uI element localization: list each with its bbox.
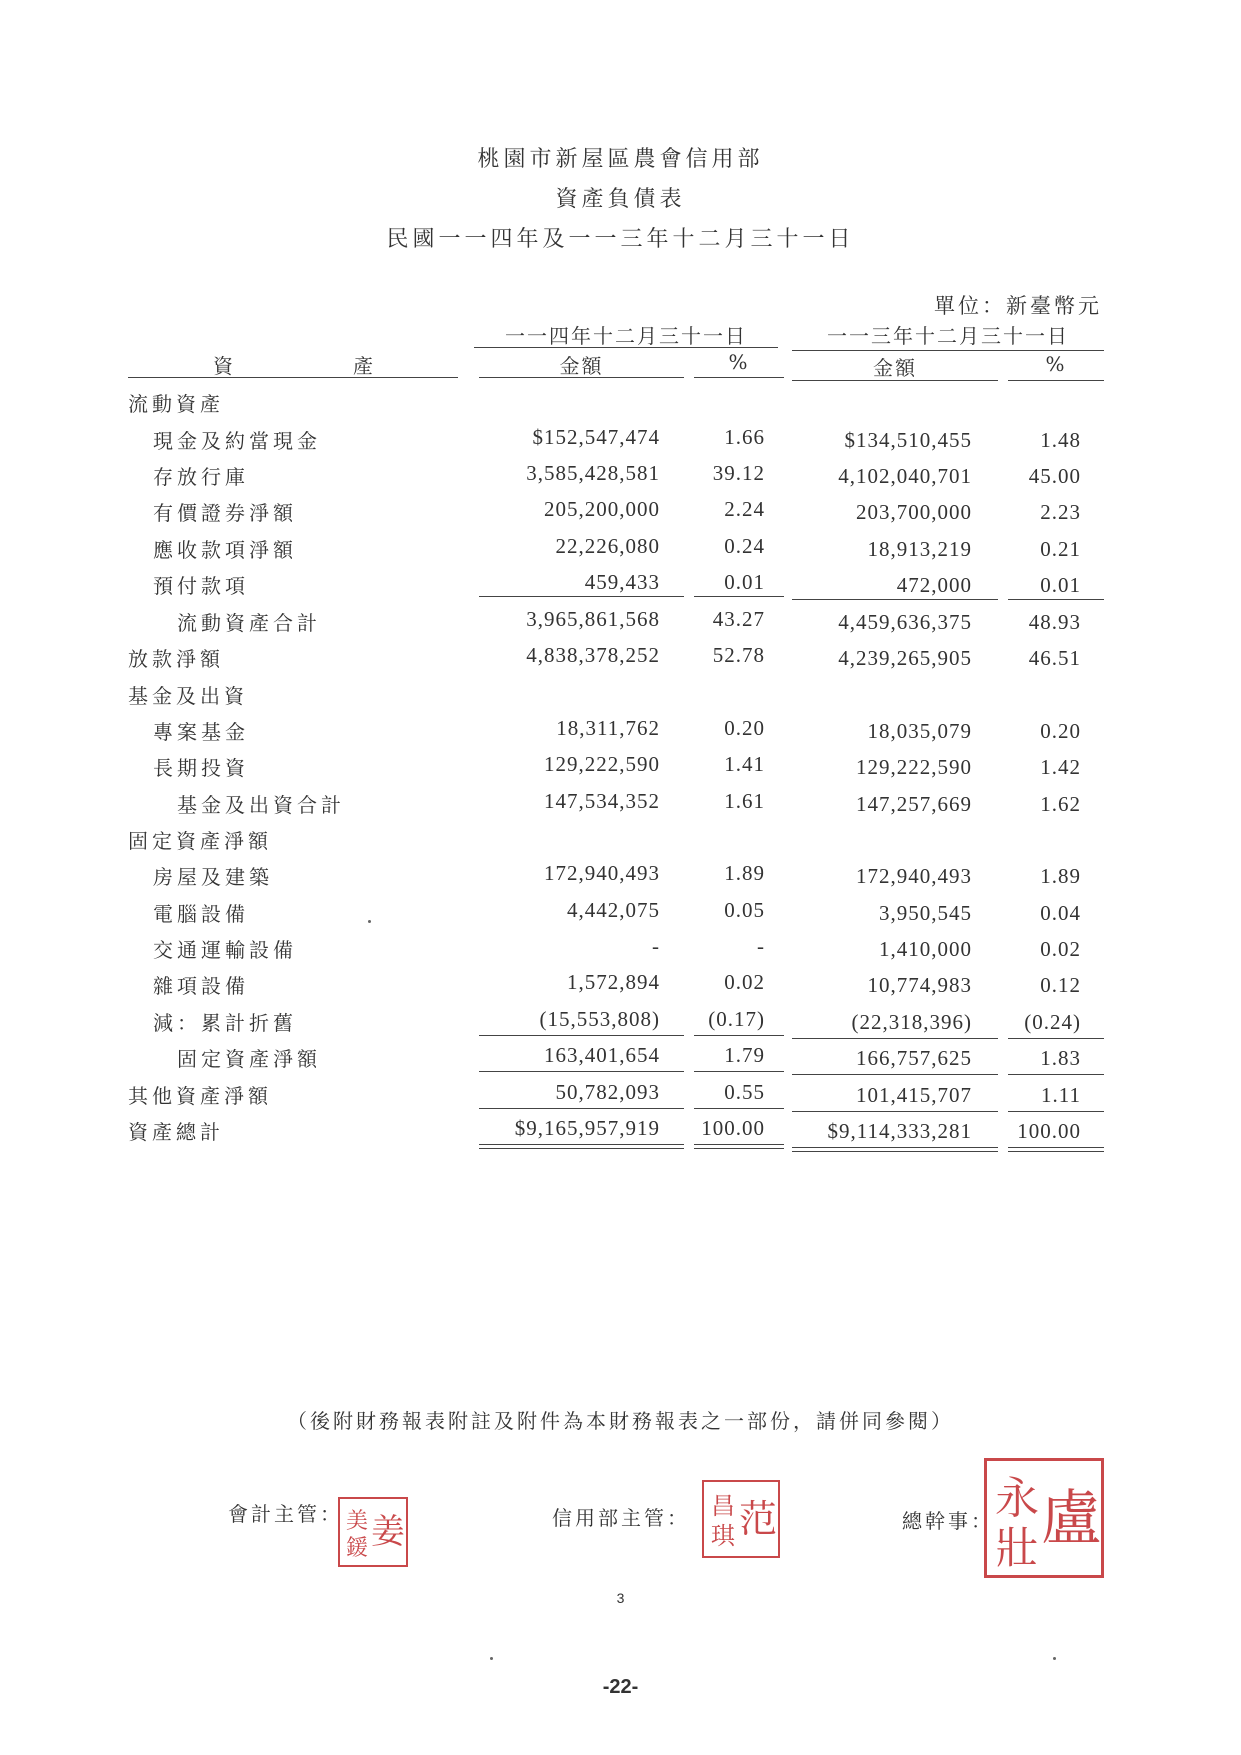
pct-2024: 100.00 <box>1017 1119 1081 1143</box>
amount-2024: 129,222,590 <box>856 755 972 779</box>
pct-2025: 1.41 <box>724 752 765 776</box>
pct-2024: 1.42 <box>1040 755 1081 779</box>
row-label: 固定資產淨額 <box>128 829 272 853</box>
amount-2025: 205,200,000 <box>544 497 660 521</box>
row-label: 有價證券淨額 <box>153 501 297 525</box>
total-rule-a1 <box>479 1108 684 1109</box>
total-double-rule-a1-2 <box>479 1148 684 1149</box>
subtotal-rule-a2 <box>792 599 998 600</box>
amount-2024: 472,000 <box>896 573 972 597</box>
assets-header: 資 產 <box>213 354 373 378</box>
org-name: 桃園市新屋區農會信用部 <box>477 147 764 172</box>
statement-period: 民國一一四年及一一三年十二月三十一日 <box>386 227 855 252</box>
total-double-rule-a2-2 <box>792 1151 998 1152</box>
pct-2025: 0.05 <box>724 898 765 922</box>
row-label: 交通運輸設備 <box>153 938 297 962</box>
speck <box>1053 1657 1056 1660</box>
total-rule-p1 <box>694 1108 784 1109</box>
amount-2025: $152,547,474 <box>532 425 660 449</box>
pct-2024: 1.48 <box>1040 428 1081 452</box>
total-double-rule-p1-2 <box>694 1148 784 1149</box>
subtotal-rule-p1 <box>694 596 784 597</box>
svg-text:美: 美 <box>345 1509 369 1534</box>
speck <box>490 1657 493 1660</box>
amount-2024: 166,757,625 <box>856 1046 972 1070</box>
row-label: 流動資產合計 <box>177 611 321 635</box>
svg-text:昌: 昌 <box>711 1492 735 1520</box>
amount-2024: (22,318,396) <box>851 1010 972 1034</box>
amount-2025: 50,782,093 <box>555 1080 660 1104</box>
pct-2024: 45.00 <box>1028 464 1081 488</box>
amount-underline-2025 <box>479 377 684 378</box>
amount-2024: $9,114,333,281 <box>827 1119 972 1143</box>
row-label: 減：累計折舊 <box>153 1011 297 1035</box>
amount-2024: 10,774,983 <box>867 973 972 997</box>
period-header-2024: 一一三年十二月三十一日 <box>827 324 1069 348</box>
amount-underline-2024 <box>792 380 998 381</box>
pct-2025: 0.01 <box>724 570 765 594</box>
pct-2025: 0.55 <box>724 1080 765 1104</box>
amount-2025: 459,433 <box>584 570 660 594</box>
pct-2025: 0.24 <box>724 534 765 558</box>
statement-title: 資產負債表 <box>555 187 686 212</box>
row-label: 基金及出資 <box>128 684 248 708</box>
svg-text:姜: 姜 <box>371 1512 405 1552</box>
pct-2024: 2.23 <box>1040 500 1081 524</box>
speck <box>368 920 371 923</box>
pct-2024: 46.51 <box>1028 646 1081 670</box>
svg-text:琪: 琪 <box>711 1522 735 1550</box>
currency-unit: 單位：新臺幣元 <box>934 294 1102 318</box>
page-number: -22- <box>602 1676 639 1698</box>
pct-2024: 48.93 <box>1028 610 1081 634</box>
pct-2024: 1.83 <box>1040 1046 1081 1070</box>
credit-dept-supervisor-seal <box>702 1480 780 1558</box>
row-label: 存放行庫 <box>153 465 249 489</box>
pct-header-2024: % <box>1045 352 1067 376</box>
row-label: 放款淨額 <box>128 647 224 671</box>
row-label: 雜項設備 <box>153 974 249 998</box>
pct-2025: 1.61 <box>724 789 765 813</box>
amount-2025: 4,442,075 <box>567 898 660 922</box>
fixed-rule-p2 <box>1008 1038 1104 1039</box>
other-rule-a2 <box>792 1074 998 1075</box>
row-label: 其他資產淨額 <box>128 1084 272 1108</box>
pct-2025: 1.89 <box>724 861 765 885</box>
total-double-rule-a2-1 <box>792 1147 998 1148</box>
fixed-rule-a2 <box>792 1038 998 1039</box>
amount-2025: 3,965,861,568 <box>526 607 660 631</box>
pct-2025: 1.79 <box>724 1043 765 1067</box>
other-rule-p2 <box>1008 1074 1104 1075</box>
total-double-rule-p2-1 <box>1008 1147 1104 1148</box>
row-label: 專案基金 <box>153 720 249 744</box>
pct-2025: 100.00 <box>701 1116 765 1140</box>
svg-text:永: 永 <box>995 1473 1039 1524</box>
total-double-rule-p1-1 <box>694 1144 784 1145</box>
general-manager-label: 總幹事： <box>902 1509 994 1533</box>
pct-header-2025: % <box>728 350 750 374</box>
fixed-rule-a1 <box>479 1035 684 1036</box>
row-label: 基金及出資合計 <box>177 793 345 817</box>
amount-2024: 4,239,265,905 <box>838 646 972 670</box>
amount-2024: 147,257,669 <box>856 792 972 816</box>
pct-2025: 0.02 <box>724 970 765 994</box>
subtotal-rule-p2 <box>1008 599 1104 600</box>
amount-2024: 203,700,000 <box>856 500 972 524</box>
amount-2025: $9,165,957,919 <box>514 1116 660 1140</box>
other-rule-p1 <box>694 1071 784 1072</box>
amount-2025: (15,553,808) <box>539 1007 660 1031</box>
pct-2024: 0.20 <box>1040 719 1081 743</box>
row-label: 電腦設備 <box>153 902 249 926</box>
pct-2025: (0.17) <box>708 1007 765 1031</box>
amount-2025: 147,534,352 <box>544 789 660 813</box>
amount-2024: 18,913,219 <box>867 537 972 561</box>
page-number-small: 3 <box>616 1590 625 1606</box>
pct-underline-2024 <box>1008 380 1104 381</box>
footnote: （後附財務報表附註及附件為本財務報表之一部份，請併同參閱） <box>287 1409 954 1433</box>
amount-2024: 4,102,040,701 <box>838 464 972 488</box>
row-label: 房屋及建築 <box>153 865 273 889</box>
amount-2024: $134,510,455 <box>844 428 972 452</box>
accounting-supervisor-label: 會計主管： <box>228 1502 343 1526</box>
period-underline-2024 <box>792 350 1104 351</box>
pct-2024: (0.24) <box>1024 1010 1081 1034</box>
amount-2024: 3,950,545 <box>879 901 972 925</box>
other-rule-a1 <box>479 1071 684 1072</box>
row-label: 流動資產 <box>128 392 224 416</box>
assets-header-underline <box>128 377 458 378</box>
svg-text:范: 范 <box>738 1497 778 1541</box>
total-rule-a2 <box>792 1111 998 1112</box>
pct-underline-2025 <box>694 377 784 378</box>
amount-2024: 18,035,079 <box>867 719 972 743</box>
row-label: 長期投資 <box>153 756 249 780</box>
amount-2025: 3,585,428,581 <box>526 461 660 485</box>
total-double-rule-p2-2 <box>1008 1151 1104 1152</box>
amount-2024: 1,410,000 <box>879 937 972 961</box>
amount-header-2024: 金額 <box>873 356 917 380</box>
amount-2025: 163,401,654 <box>544 1043 660 1067</box>
pct-2024: 0.21 <box>1040 537 1081 561</box>
total-rule-p2 <box>1008 1111 1104 1112</box>
amount-2024: 172,940,493 <box>856 864 972 888</box>
svg-text:盧: 盧 <box>1041 1484 1101 1554</box>
pct-2024: 0.02 <box>1040 937 1081 961</box>
pct-2025: - <box>757 934 765 958</box>
svg-text:鍰: 鍰 <box>345 1536 369 1561</box>
amount-2025: 172,940,493 <box>544 861 660 885</box>
row-label: 固定資產淨額 <box>177 1047 321 1071</box>
pct-2025: 39.12 <box>712 461 765 485</box>
pct-2024: 0.01 <box>1040 573 1081 597</box>
accounting-supervisor-seal <box>338 1497 408 1567</box>
amount-2025: 1,572,894 <box>567 970 660 994</box>
amount-2025: 18,311,762 <box>556 716 660 740</box>
pct-2024: 1.62 <box>1040 792 1081 816</box>
amount-header-2025: 金額 <box>559 354 604 378</box>
row-label: 預付款項 <box>153 574 249 598</box>
pct-2024: 0.04 <box>1040 901 1081 925</box>
pct-2025: 2.24 <box>724 497 765 521</box>
amount-2025: 22,226,080 <box>555 534 660 558</box>
amount-2024: 101,415,707 <box>856 1083 972 1107</box>
general-manager-seal <box>984 1458 1104 1578</box>
amount-2025: - <box>652 934 660 958</box>
pct-2025: 52.78 <box>712 643 765 667</box>
subtotal-rule-a1 <box>479 596 684 597</box>
period-underline-2025 <box>474 347 778 348</box>
row-label: 應收款項淨額 <box>153 538 297 562</box>
total-double-rule-a1-1 <box>479 1144 684 1145</box>
pct-2025: 0.20 <box>724 716 765 740</box>
amount-2025: 129,222,590 <box>544 752 660 776</box>
row-label: 現金及約當現金 <box>153 429 321 453</box>
svg-text:壯: 壯 <box>995 1523 1039 1574</box>
pct-2025: 43.27 <box>712 607 765 631</box>
credit-dept-supervisor-label: 信用部主管： <box>552 1506 690 1530</box>
period-header-2025: 一一四年十二月三十一日 <box>505 324 747 348</box>
amount-2024: 4,459,636,375 <box>838 610 972 634</box>
pct-2024: 1.89 <box>1040 864 1081 888</box>
pct-2024: 1.11 <box>1041 1083 1081 1107</box>
pct-2024: 0.12 <box>1040 973 1081 997</box>
row-label: 資產總計 <box>128 1120 224 1144</box>
pct-2025: 1.66 <box>724 425 765 449</box>
amount-2025: 4,838,378,252 <box>526 643 660 667</box>
fixed-rule-p1 <box>694 1035 784 1036</box>
